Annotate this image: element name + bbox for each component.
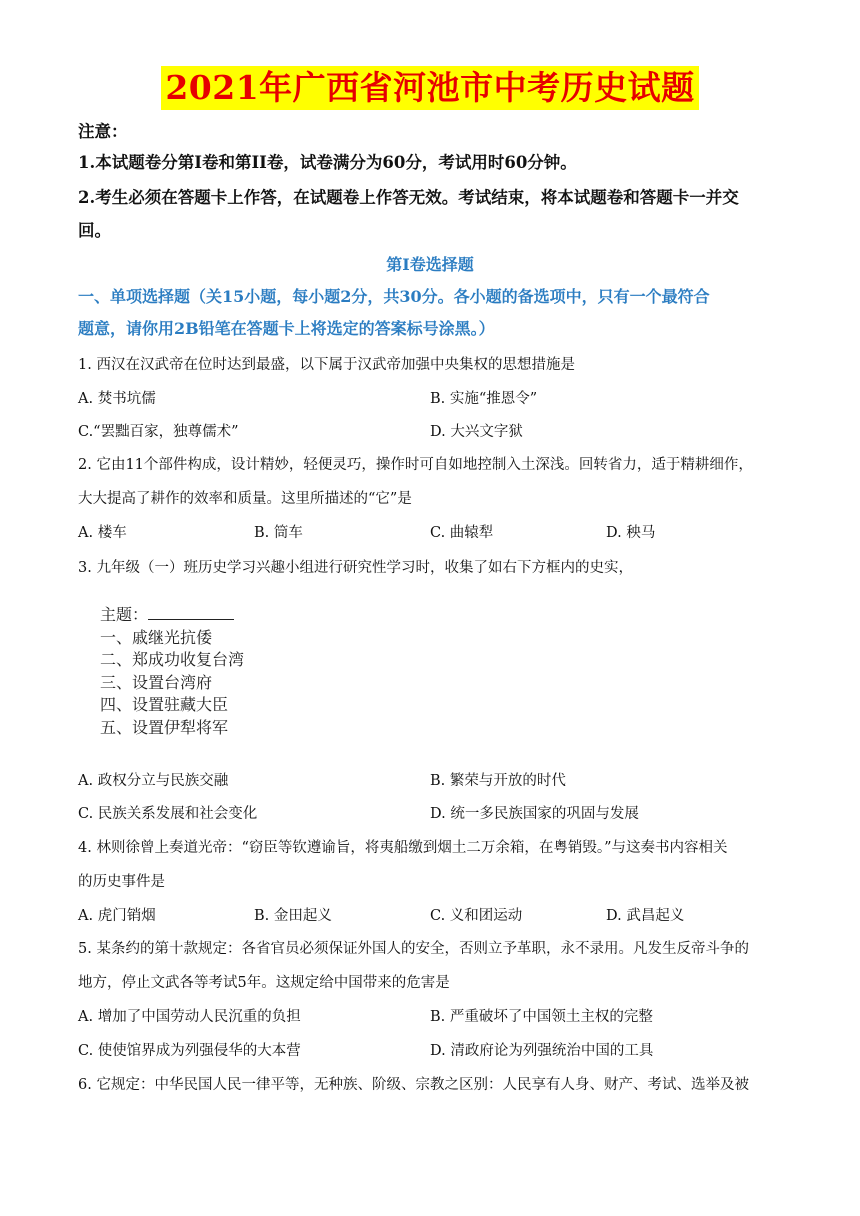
q4-option-d: D. 武昌起义 — [606, 908, 685, 924]
q3-option-a: A. 政权分立与民族交融 — [78, 773, 229, 789]
q5-option-c: C. 使使馆界成为列强侵华的大本营 — [78, 1043, 301, 1059]
exam-title: 2021年广西省河池市中考历史试题 — [161, 66, 698, 110]
q4-option-b: B. 金田起义 — [254, 908, 332, 924]
q1-option-c: C.“罢黜百家，独尊儒术” — [78, 424, 239, 440]
q3-stem: 3. 九年级（一）班历史学习兴趣小组进行研究性学习时，收集了如右下方框内的史实， — [78, 560, 633, 576]
notice-label: 注意： — [78, 122, 128, 141]
q1-option-a: A. 焚书坑儒 — [78, 391, 156, 407]
q5-stem-line2: 地方，停止文武各等考试5年。这规定给中国带来的危害是 — [78, 975, 450, 991]
q2-option-d: D. 秧马 — [606, 525, 656, 541]
section-instruction-1: 一、单项选择题（关15小题，每小题2分，共30分。各小题的备选项中，只有一个最符合 — [78, 287, 710, 306]
q5-option-d: D. 清政府论为列强统治中国的工具 — [430, 1043, 654, 1059]
q3-box-line-3: 三、设置台湾府 — [100, 672, 213, 692]
notice-item-2: 2.考生必须在答题卡上作答，在试题卷上作答无效。考试结束，将本试题卷和答题卡一并交 — [78, 188, 739, 207]
q3-option-c: C. 民族关系发展和社会变化 — [78, 806, 258, 822]
q5-option-b: B. 严重破坏了中国领土主权的完整 — [430, 1009, 653, 1025]
q1-option-b: B. 实施“推恩令” — [430, 391, 538, 407]
q4-option-a: A. 虎门销烟 — [78, 908, 156, 924]
q4-stem-line1: 4. 林则徐曾上奏道光帝：“窃臣等钦遵谕旨，将夷船缴到烟土二万余箱，在粤销毁。”与这奏书内容相关 — [78, 840, 728, 856]
section-instruction-2: 题意，请你用2B铅笔在答题卡上将选定的答案标号涂黑。） — [78, 319, 495, 338]
q4-stem-line2: 的历史事件是 — [78, 874, 165, 890]
q3-box-line-5: 五、设置伊犁将军 — [100, 717, 229, 737]
q2-stem-line1: 2. 它由11个部件构成，设计精妙，轻便灵巧，操作时可自如地控制入土深浅。回转省力，适于精耕细作， — [78, 457, 753, 473]
topic-blank — [148, 604, 234, 620]
q2-option-a: A. 楼车 — [78, 525, 127, 541]
q3-box-line-1: 一、戚继光抗倭 — [100, 627, 213, 647]
notice-item-1: 1.本试题卷分第Ⅰ卷和第ⅠⅠ卷，试卷满分为60分，考试用时60分钟。 — [78, 153, 577, 172]
q2-option-c: C. 曲辕犁 — [430, 525, 494, 541]
section-heading: 第Ⅰ卷选择题 — [386, 255, 474, 274]
q1-stem: 1. 西汉在汉武帝在位时达到最盛，以下属于汉武帝加强中央集权的思想措施是 — [78, 357, 575, 373]
q3-box-line-2: 二、郑成功收复台湾 — [100, 650, 245, 669]
notice-item-2-cont: 回。 — [78, 221, 111, 240]
q1-option-d: D. 大兴文字狱 — [430, 424, 523, 440]
q5-option-a: A. 增加了中国劳动人民沉重的负担 — [78, 1009, 301, 1025]
q6-stem-line1: 6. 它规定：中华民国人民一律平等，无种族、阶级、宗教之区别：人民享有人身、财产、考试、选举及被 — [78, 1077, 749, 1093]
q3-option-d: D. 统一多民族国家的巩固与发展 — [430, 806, 639, 822]
q2-stem-line2: 大大提高了耕作的效率和质量。这里所描述的“它”是 — [78, 491, 412, 507]
q3-box-topic: 主题： — [100, 604, 300, 627]
title-container — [0, 66, 860, 110]
q2-option-b: B. 筒车 — [254, 525, 303, 541]
q5-stem-line1: 5. 某条约的第十款规定：各省官员必须保证外国人的安全，否则立予革职，永不录用。凡发生反帝斗争的 — [78, 941, 749, 957]
q3-box-line-4: 四、设置驻藏大臣 — [100, 695, 229, 714]
q3-option-b: B. 繁荣与开放的时代 — [430, 773, 566, 789]
q4-option-c: C. 义和团运动 — [430, 908, 523, 924]
q3-source-box — [100, 604, 300, 739]
